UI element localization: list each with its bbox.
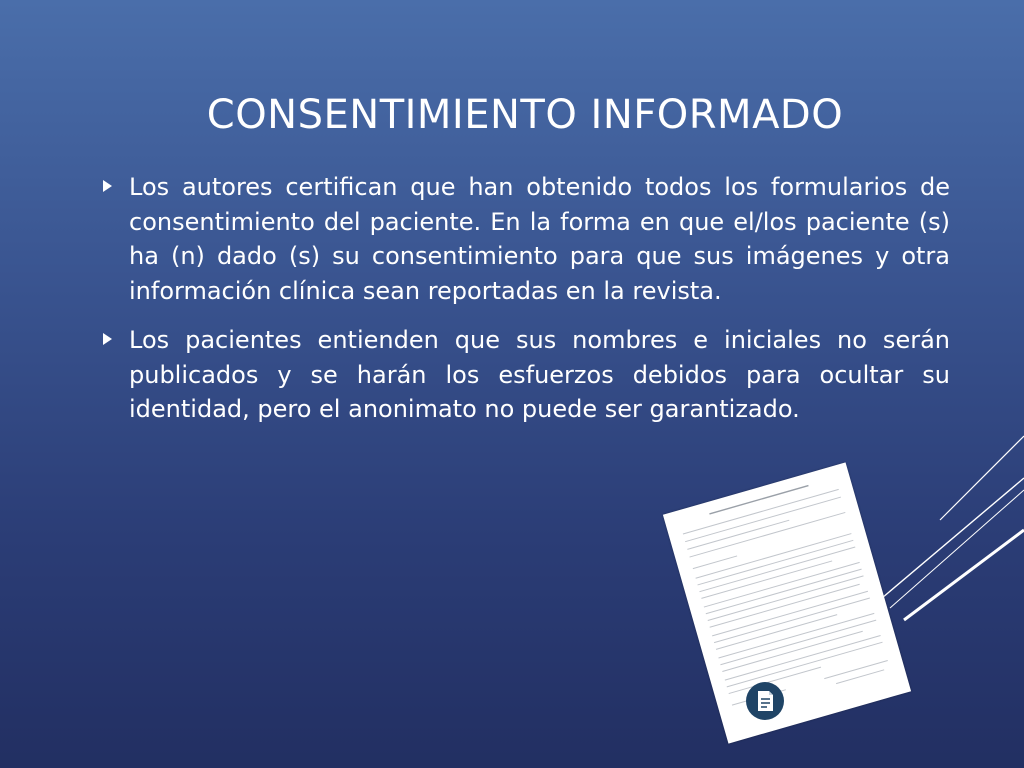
- decorative-line: [890, 490, 1024, 608]
- triangle-bullet-icon: [103, 180, 112, 192]
- bullet-item: [100, 170, 950, 308]
- triangle-bullet-icon: [103, 333, 112, 345]
- decorative-line: [940, 436, 1024, 520]
- bullet-text: Los pacientes entienden que sus nombres e iniciales no serán publicados y se harán los esfuerzos debidos para ocultar su identidad, pero el anonimato no puede ser garantizado.: [129, 326, 950, 423]
- bullet-item: [100, 323, 950, 427]
- consent-form-document-icon: [663, 462, 911, 743]
- bullet-list: [100, 170, 950, 442]
- document-badge: [746, 682, 784, 720]
- document-icon: [746, 682, 784, 720]
- consent-form-image: [676, 470, 908, 740]
- bullet-text: Los autores certifican que han obtenido todos los formularios de consentimiento del paciente. En la forma en que el/los paciente (s) ha (n) dado (s) su consentimiento para que sus imágenes y otra información clínica sean reportadas en la revista.: [129, 173, 950, 305]
- slide-title: CONSENTIMIENTO INFORMADO: [206, 92, 844, 138]
